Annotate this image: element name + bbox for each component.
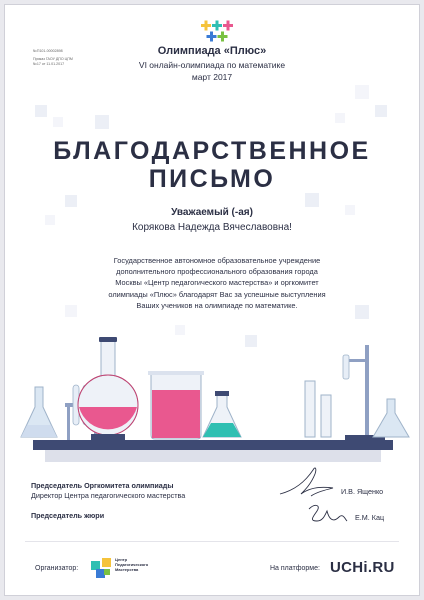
footer-divider xyxy=(25,541,399,542)
conical-flask-right-icon xyxy=(373,399,409,437)
document-meta xyxy=(33,49,93,68)
recipient-name: Корякова Надежда Вячеславовна! xyxy=(132,222,292,233)
signature-yaschenko-icon xyxy=(275,460,345,500)
platform-logo: UCHi.RU xyxy=(330,559,395,576)
bg-square xyxy=(53,117,63,127)
olympiad-logo xyxy=(198,19,238,45)
certificate-heading-line1: БЛАГОДАРСТВЕННОЕ xyxy=(53,137,371,165)
chair-jury-name: Е.М. Кац xyxy=(355,513,385,522)
lab-stand-icon xyxy=(343,345,385,440)
meta-order-date: №17 от 11.01.2017 xyxy=(33,62,65,67)
signature-kats-icon xyxy=(305,499,349,529)
bg-square xyxy=(355,85,369,99)
conical-flask-left-icon xyxy=(21,387,57,437)
organizer-name-line: Центр xyxy=(115,557,128,562)
organizer-name-line: Педагогического xyxy=(115,562,149,567)
cpm-logo-icon xyxy=(90,557,112,579)
certificate-heading-line2: ПИСЬМО xyxy=(148,165,276,193)
bg-square xyxy=(305,193,319,207)
plus-icon-teal xyxy=(212,21,222,31)
bg-square xyxy=(95,115,109,129)
meta-order: Приказ ГАОУ ДПО ЦПМ xyxy=(33,57,73,62)
organizer-label: Организатор: xyxy=(35,565,79,572)
plus-icon-yellow xyxy=(201,21,211,31)
bg-square xyxy=(335,113,345,123)
body-text xyxy=(77,255,357,311)
bg-square xyxy=(65,195,77,207)
chair-org-subtitle: Директор Центра педагогического мастерства xyxy=(31,491,186,500)
plus-icon-green xyxy=(218,32,228,42)
measuring-cylinder-icon xyxy=(305,381,331,437)
organizer-name-line: Мастерства xyxy=(115,567,139,572)
body-line: дополнительного профессионального образования города xyxy=(116,267,318,277)
body-line: олимпиады «Плюс» благодарят Вас за успешные выступления xyxy=(108,289,326,299)
organizer-name xyxy=(115,557,165,572)
chair-org-name: И.В. Ященко xyxy=(341,487,384,496)
certificate-page xyxy=(4,4,420,596)
plus-icon-pink xyxy=(223,21,233,31)
body-line: Государственное автономное образовательное учреждение xyxy=(113,256,321,265)
chair-org-title: Председатель Оргкомитета олимпиады xyxy=(31,481,174,490)
olympiad-subtitle: VI онлайн-олимпиада по математике xyxy=(138,60,286,70)
conical-flask-teal-icon xyxy=(203,391,241,437)
platform-label: На платформе: xyxy=(270,565,320,572)
bg-square xyxy=(35,105,47,117)
salutation: Уважаемый (-ая) xyxy=(171,207,253,218)
beaker-pink-icon xyxy=(148,371,204,439)
lab-table-top xyxy=(33,440,393,450)
body-line: Москвы «Центр педагогического мастерства» и оргкомитет xyxy=(115,278,319,288)
olympiad-title: Олимпиада «Плюс» xyxy=(157,45,267,57)
chair-jury-title: Председатель жюри xyxy=(31,511,105,520)
olympiad-date: март 2017 xyxy=(191,72,233,82)
meta-number: №П101-00002898 xyxy=(33,49,63,53)
plus-icon-blue xyxy=(207,32,217,42)
body-line: Ваших учеников на олимпиаде по математике. xyxy=(136,300,298,310)
bg-square xyxy=(375,105,387,117)
lab-illustration xyxy=(5,315,420,475)
round-flask-pink-icon xyxy=(78,337,138,440)
